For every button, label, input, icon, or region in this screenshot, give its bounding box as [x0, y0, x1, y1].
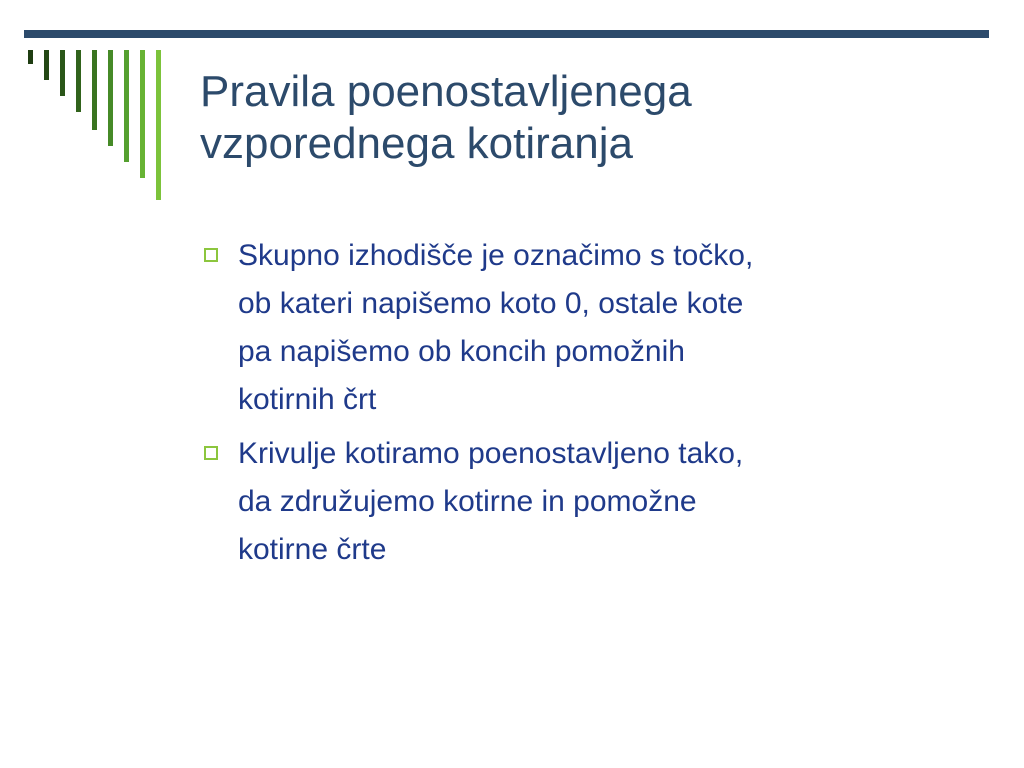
- bullet-line: Skupno izhodišče je označimo s točko,: [238, 239, 754, 272]
- decorative-bar: [76, 50, 81, 112]
- decorative-bars: [0, 0, 200, 210]
- title-line: Pravila poenostavljenega: [200, 67, 692, 116]
- bullet-line: Krivulje kotiramo poenostavljeno tako,: [238, 437, 744, 470]
- title-line: vzporednega kotiranja: [200, 119, 633, 168]
- decorative-bar: [124, 50, 129, 162]
- hollow-square-icon: [204, 248, 218, 262]
- decorative-bar: [60, 50, 65, 96]
- bullet-line: kotirne črte: [238, 533, 387, 566]
- bullet-item: [200, 232, 960, 424]
- bullet-list: [200, 232, 960, 580]
- slide-title: [200, 66, 980, 170]
- bullet-item: [200, 430, 960, 574]
- bullet-line: kotirnih črt: [238, 383, 377, 416]
- bullet-line: pa napišemo ob koncih pomožnih: [238, 335, 685, 368]
- decorative-bar: [28, 50, 33, 64]
- decorative-bar: [108, 50, 113, 146]
- decorative-bar: [92, 50, 97, 130]
- decorative-bar: [140, 50, 145, 178]
- bullet-line: da združujemo kotirne in pomožne: [238, 485, 697, 518]
- hollow-square-icon: [204, 446, 218, 460]
- decorative-bar: [156, 50, 161, 200]
- bullet-line: ob kateri napišemo koto 0, ostale kote: [238, 287, 744, 320]
- decorative-bar: [44, 50, 49, 80]
